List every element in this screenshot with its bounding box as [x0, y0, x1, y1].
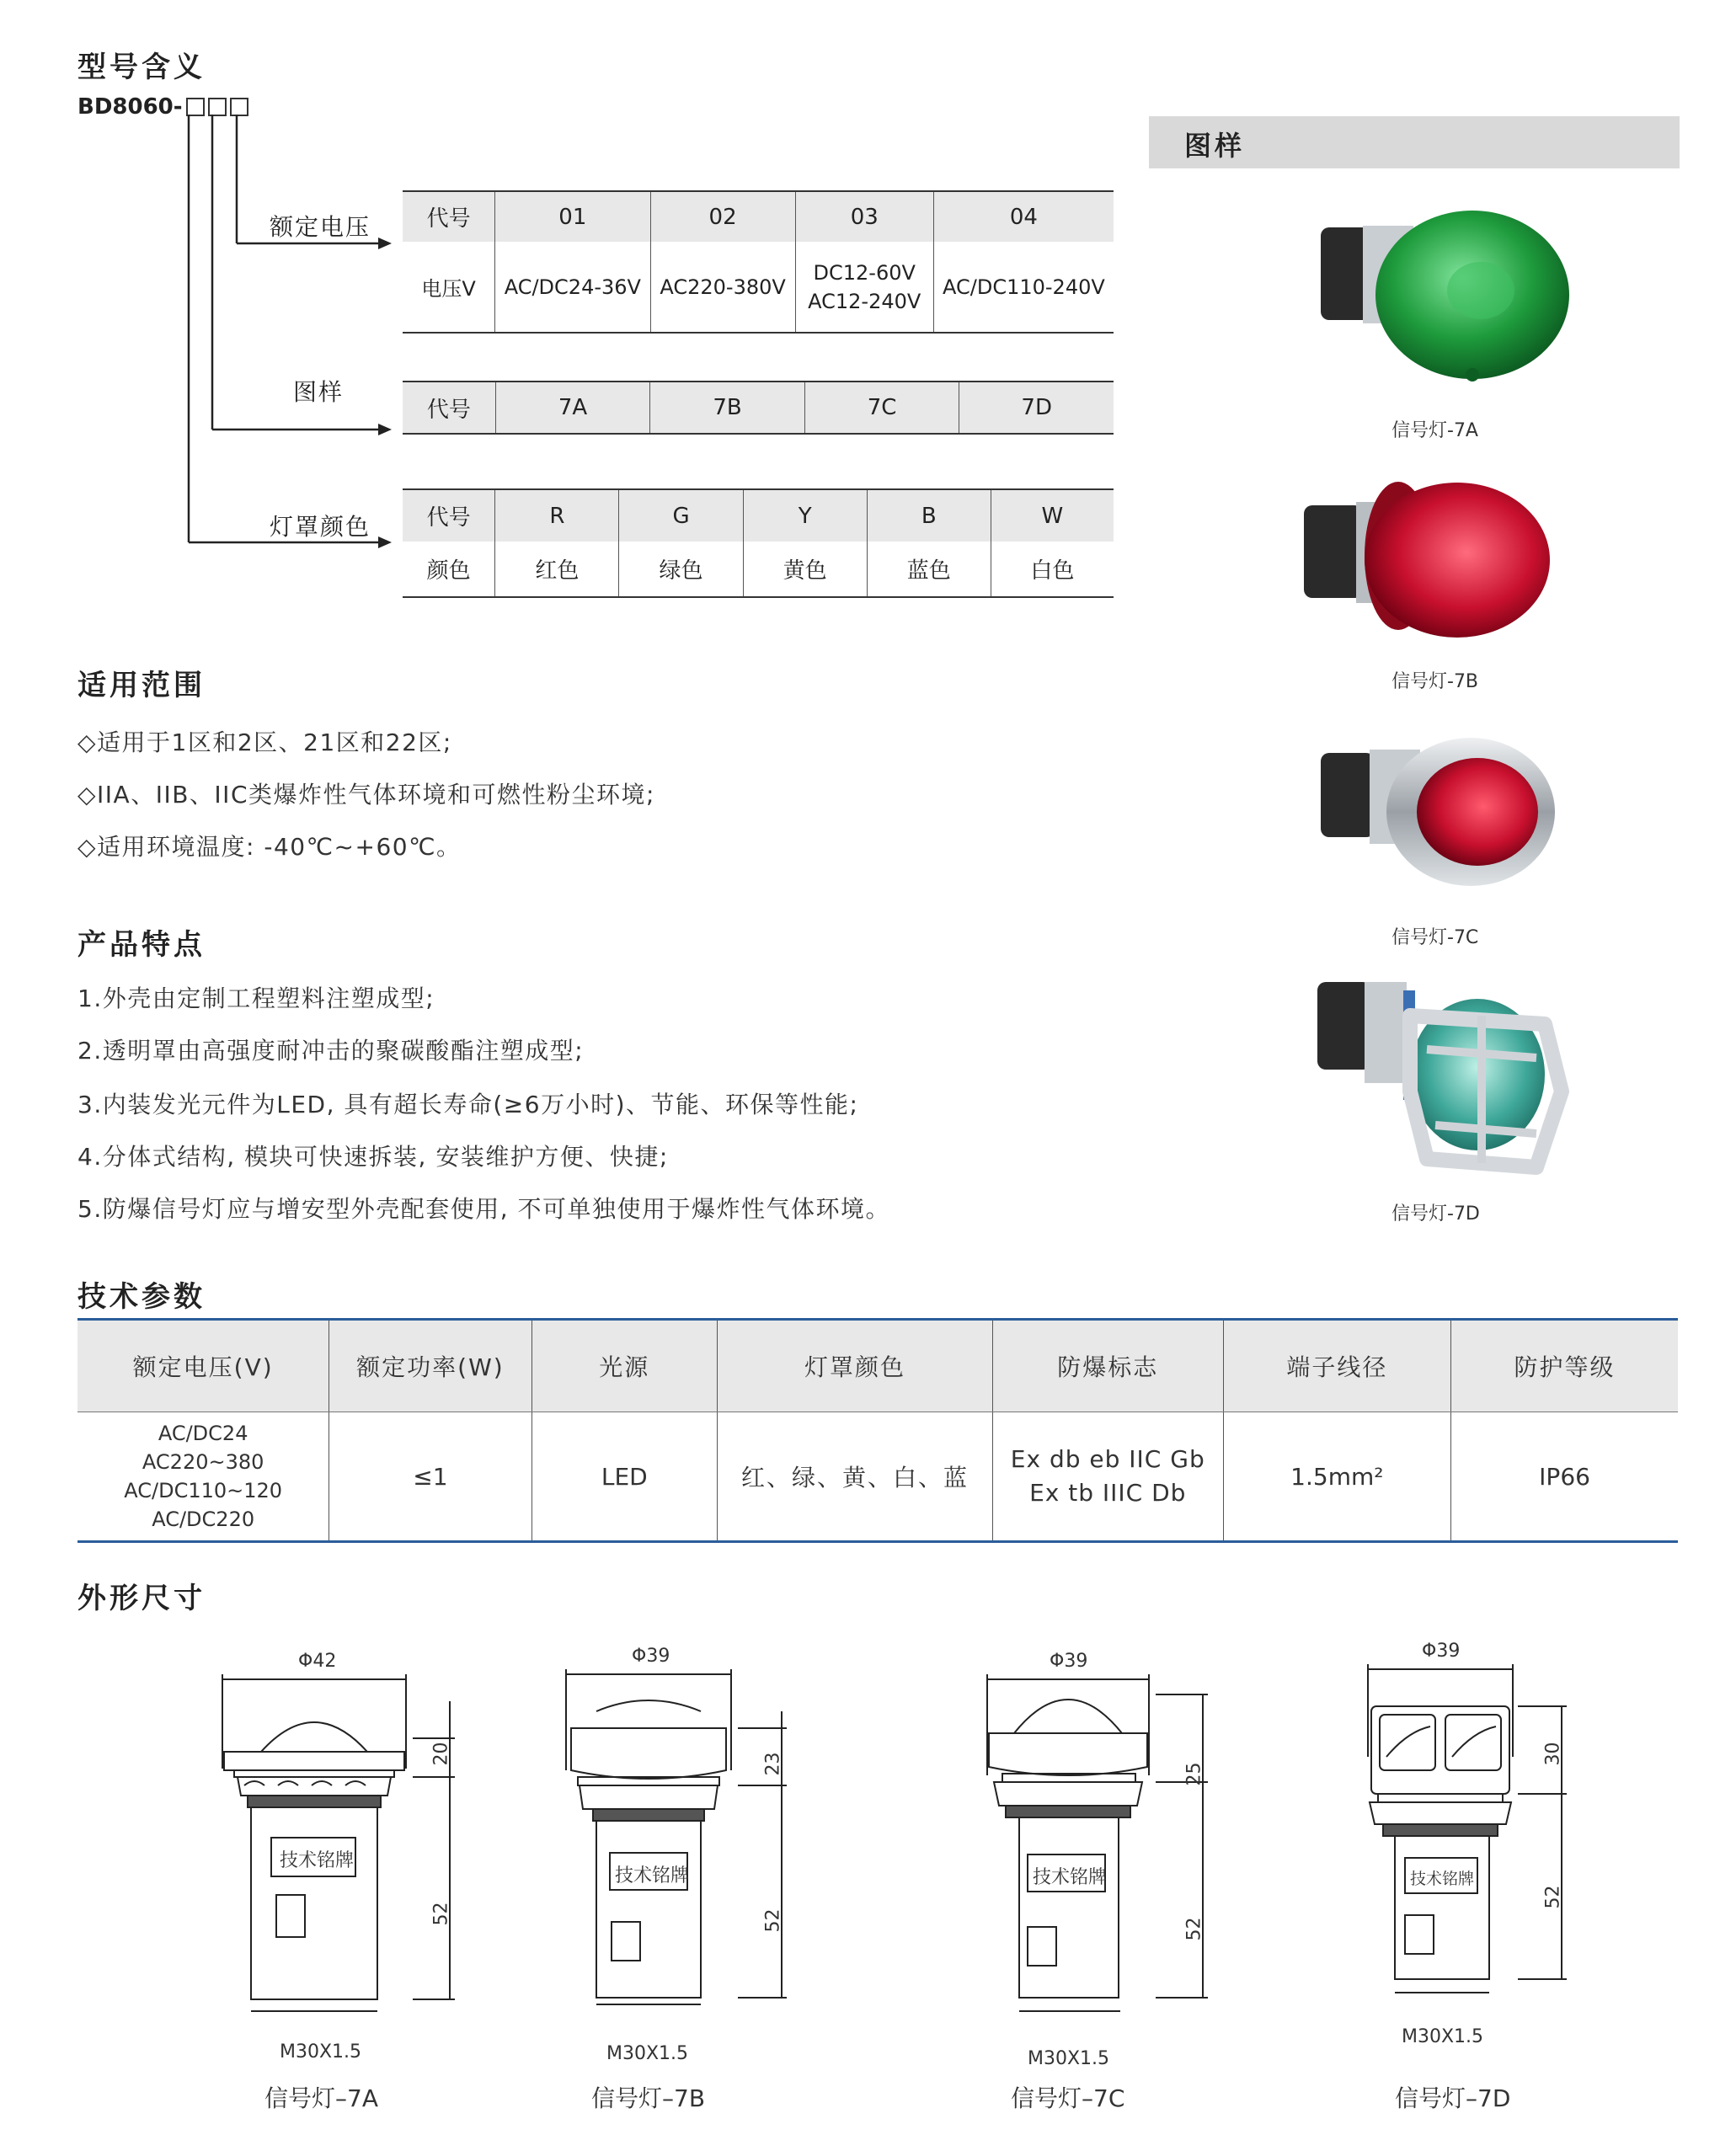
drawing-7b-outline [559, 1644, 829, 2065]
ex-line: Ex tb IIIC Db [1029, 1479, 1187, 1507]
cell: 红色 [495, 542, 619, 597]
cell: 颜色 [426, 558, 471, 584]
dim-body-height: 52 [1183, 1917, 1205, 1941]
cell: 04 [933, 191, 1114, 242]
feature-item: 3.内装发光元件为LED, 具有超长寿命(≥6万小时)、节能、环保等性能; [77, 1091, 859, 1118]
cell: 01 [495, 191, 650, 242]
section-title-scope: 适用范围 [77, 669, 206, 702]
photo-caption-7b: 信号灯-7B [1391, 671, 1479, 692]
tech-cell-voltage [77, 1412, 329, 1542]
cell: 03 [795, 191, 933, 242]
cell: AC/DC24-36V [495, 242, 650, 333]
feature-item: 1.外壳由定制工程塑料注塑成型; [77, 985, 435, 1012]
dim-diameter: Φ42 [298, 1651, 337, 1672]
branch-label-color: 灯罩颜色 [270, 513, 371, 541]
thread-label: M30X1.5 [1028, 2048, 1110, 2069]
cell: AC220-380V [650, 242, 795, 333]
pattern-panel-title: 图样 [1184, 130, 1246, 162]
voltage-line: AC/DC220 [152, 1508, 255, 1531]
cell: 7A [495, 382, 650, 434]
section-title-tech: 技术参数 [77, 1280, 206, 1314]
section-title-dimensions: 外形尺寸 [77, 1582, 206, 1615]
cell: B [867, 489, 991, 542]
drawing-7c-outline [980, 1649, 1250, 2070]
drawing-7b [559, 1644, 829, 2065]
photo-caption-7a: 信号灯-7A [1391, 420, 1478, 441]
cell: 白色 [991, 542, 1114, 597]
tech-cell-ip: IP66 [1451, 1412, 1678, 1542]
tech-header: 光源 [531, 1320, 718, 1412]
photo-caption-7c: 信号灯-7C [1391, 927, 1479, 948]
drawing-7c [980, 1649, 1250, 2070]
cell: 7D [959, 382, 1114, 434]
cell: AC/DC110-240V [933, 242, 1114, 333]
cell: 电压V [421, 277, 476, 301]
scope-item: ◇适用于1区和2区、21区和22区; [77, 728, 452, 756]
tech-header: 防爆标志 [992, 1320, 1223, 1412]
dim-diameter: Φ39 [632, 1646, 670, 1667]
dim-top-height: 20 [430, 1742, 452, 1766]
dim-diameter: Φ39 [1050, 1651, 1088, 1672]
drawing-7d-outline [1361, 1639, 1631, 2060]
tech-cell-wire: 1.5mm² [1223, 1412, 1451, 1542]
cell: 代号 [403, 489, 495, 542]
dim-body-height: 52 [762, 1908, 784, 1933]
drawing-caption-7b: 信号灯–7B [591, 2084, 706, 2112]
dim-top-height: 23 [762, 1752, 784, 1776]
photo-caption-7d: 信号灯-7D [1391, 1203, 1480, 1225]
drawing-caption-7c: 信号灯–7C [1011, 2084, 1125, 2112]
cell-line: AC12-240V [808, 289, 921, 313]
cell-line: DC12-60V [813, 260, 916, 285]
cell: 蓝色 [867, 542, 991, 597]
dim-body-height: 52 [1542, 1885, 1564, 1909]
cell: 02 [650, 191, 795, 242]
feature-item: 4.分体式结构, 模块可快速拆装, 安装维护方便、快捷; [77, 1143, 669, 1171]
cell: 7B [650, 382, 805, 434]
color-code-table [403, 488, 1114, 598]
ex-line: Ex db eb IIC Gb [1010, 1445, 1205, 1473]
cell: Y [743, 489, 867, 542]
dim-top-height: 30 [1542, 1742, 1564, 1766]
voltage-code-table [403, 190, 1114, 334]
feature-item: 5.防爆信号灯应与增安型外壳配套使用, 不可单独使用于爆炸性气体环境。 [77, 1195, 891, 1223]
drawing-caption-7d: 信号灯–7D [1395, 2084, 1511, 2112]
tech-header: 额定电压(V) [77, 1320, 329, 1412]
voltage-line: AC220~380 [142, 1450, 264, 1474]
dim-top-height: 25 [1183, 1762, 1205, 1786]
section-title-model: 型号含义 [77, 51, 206, 84]
cell: 绿色 [619, 542, 743, 597]
dim-diameter: Φ39 [1422, 1641, 1461, 1662]
thread-label: M30X1.5 [280, 2041, 362, 2063]
branch-label-voltage: 额定电压 [270, 213, 371, 241]
cell-multiline [795, 242, 933, 333]
feature-item: 2.透明罩由高强度耐冲击的聚碳酸酯注塑成型; [77, 1037, 585, 1065]
drawing-7a [211, 1651, 480, 2072]
tech-cell-ex [992, 1412, 1223, 1542]
cell: 7C [804, 382, 959, 434]
section-title-features: 产品特点 [77, 928, 206, 962]
cell: 黄色 [743, 542, 867, 597]
nameplate-label: 技术铭牌 [280, 1850, 355, 1871]
photo-7d-guarded-lamp [1309, 965, 1587, 1184]
tech-header: 额定功率(W) [329, 1320, 531, 1412]
scope-item: ◇IIA、IIB、IIC类爆炸性气体环境和可燃性粉尘环境; [77, 781, 655, 808]
drawing-caption-7a: 信号灯–7A [264, 2084, 378, 2112]
tech-params-table [77, 1318, 1678, 1543]
voltage-line: AC/DC24 [158, 1422, 248, 1445]
tech-header: 灯罩颜色 [718, 1320, 993, 1412]
cell: W [991, 489, 1114, 542]
photo-7a-green-lamp [1304, 202, 1573, 396]
model-branch-lines [0, 0, 421, 590]
tech-cell-power: ≤1 [329, 1412, 531, 1542]
branch-label-pattern: 图样 [293, 378, 345, 406]
pattern-code-table [403, 381, 1114, 435]
cell: G [619, 489, 743, 542]
drawing-7d [1361, 1639, 1631, 2060]
photo-7c-red-lamp-chrome [1311, 728, 1580, 905]
nameplate-label: 技术铭牌 [1033, 1867, 1108, 1888]
tech-header: 端子线径 [1223, 1320, 1451, 1412]
cell: R [495, 489, 619, 542]
nameplate-label: 技术铭牌 [615, 1865, 690, 1886]
scope-item: ◇适用环境温度: -40℃~+60℃。 [77, 833, 462, 861]
model-code-text: BD8060- [77, 94, 183, 120]
nameplate-label: 技术铭牌 [1410, 1870, 1475, 1888]
thread-label: M30X1.5 [606, 2043, 689, 2064]
thread-label: M30X1.5 [1402, 2026, 1484, 2047]
photo-7b-red-lamp [1297, 472, 1567, 657]
tech-cell-source: LED [531, 1412, 718, 1542]
tech-header: 防护等级 [1451, 1320, 1678, 1412]
voltage-line: AC/DC110~120 [124, 1479, 283, 1502]
dim-body-height: 52 [430, 1902, 452, 1926]
pattern-panel-header [1149, 116, 1680, 168]
cell: 代号 [403, 191, 495, 242]
tech-cell-colors: 红、绿、黄、白、蓝 [718, 1412, 993, 1542]
cell: 代号 [403, 382, 495, 434]
